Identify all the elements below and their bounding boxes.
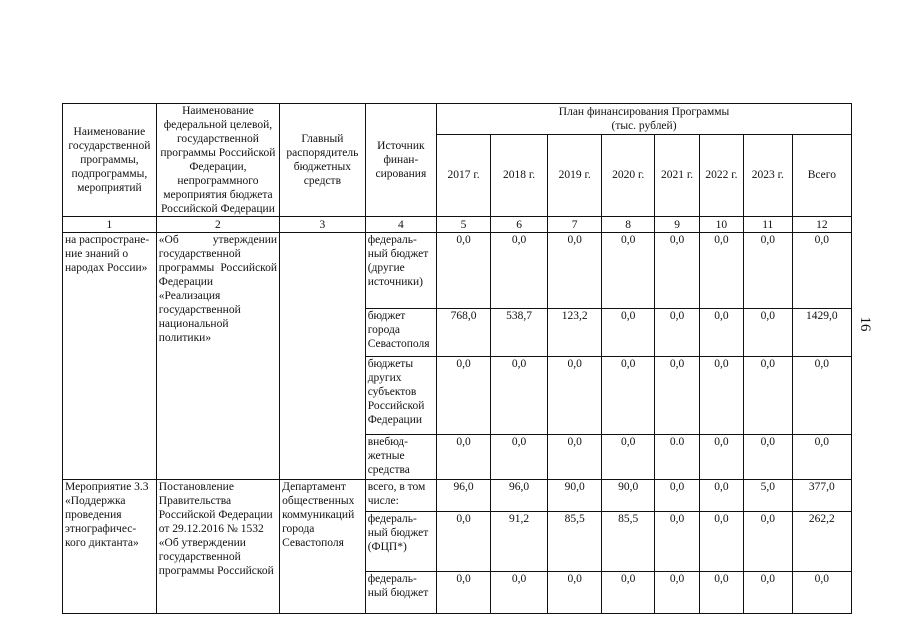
- value-cell: 0,0: [655, 480, 700, 512]
- column-number: 7: [548, 217, 602, 233]
- measure-name: на распростране-ние знаний о народах России»: [63, 233, 157, 480]
- column-number: 1: [63, 217, 157, 233]
- value-cell: 0,0: [437, 233, 491, 309]
- plan-unit: (тыс. рублей): [611, 119, 677, 132]
- value-cell: 0,0: [491, 572, 548, 614]
- header-funding-source: Источник финан-сирования: [365, 104, 436, 217]
- column-number-row: [63, 217, 852, 233]
- year-header: 2023 г.: [743, 134, 792, 216]
- value-cell: 0,0: [700, 480, 744, 512]
- column-number: 4: [365, 217, 436, 233]
- plan-title: План финансирования Программы: [558, 105, 730, 118]
- value-cell: 0,0: [743, 572, 792, 614]
- funding-source: федераль-ный бюджет (ФЦП*): [365, 512, 436, 572]
- table-row: [63, 233, 852, 309]
- year-header: 2021 г.: [655, 134, 700, 216]
- value-cell: 0,0: [602, 435, 655, 480]
- value-cell: 0,0: [655, 233, 700, 309]
- column-number: 11: [743, 217, 792, 233]
- value-cell: 91,2: [491, 512, 548, 572]
- value-cell: 0,0: [602, 233, 655, 309]
- column-number: 9: [655, 217, 700, 233]
- value-cell: 0.0: [655, 435, 700, 480]
- year-header: 2020 г.: [602, 134, 655, 216]
- administrator: Департамент общественных коммуникаций города Севастополя: [280, 480, 366, 614]
- value-cell: 0,0: [700, 233, 744, 309]
- header-program-name: Наименование государственной программы, подпрограммы, мероприятий: [63, 104, 157, 217]
- value-cell: 90,0: [548, 480, 602, 512]
- funding-source: всего, в том числе:: [365, 480, 436, 512]
- value-cell: 0,0: [491, 357, 548, 435]
- value-cell: 0,0: [700, 435, 744, 480]
- value-cell: 0,0: [655, 309, 700, 357]
- value-cell: 0,0: [602, 357, 655, 435]
- federal-program-name: «Об утверждении государственной программы Российской Федерации «Реализация государственной национальной политики»: [156, 233, 279, 480]
- funding-source: федераль-ный бюджет (другие источники): [365, 233, 436, 309]
- value-cell: 90,0: [602, 480, 655, 512]
- funding-source: бюджеты других субъектов Российской Федерации: [365, 357, 436, 435]
- funding-source: внебюд-жетные средства: [365, 435, 436, 480]
- value-cell: 0,0: [602, 309, 655, 357]
- value-cell: 538,7: [491, 309, 548, 357]
- value-cell: 0,0: [491, 435, 548, 480]
- value-cell: 85,5: [602, 512, 655, 572]
- value-cell: 0,0: [548, 572, 602, 614]
- value-cell: 0,0: [743, 512, 792, 572]
- value-cell: 0,0: [655, 572, 700, 614]
- value-cell: 5,0: [743, 480, 792, 512]
- value-cell: 0,0: [548, 233, 602, 309]
- value-cell: 0,0: [792, 233, 851, 309]
- funding-source: бюджет города Севастополя: [365, 309, 436, 357]
- value-cell: 0,0: [792, 572, 851, 614]
- measure-name: Мероприятие 3.3 «Поддержка проведения этнографичес-кого диктанта»: [63, 480, 157, 614]
- value-cell: 0,0: [700, 572, 744, 614]
- value-cell: 768,0: [437, 309, 491, 357]
- value-cell: 0,0: [437, 572, 491, 614]
- total-header: Всего: [792, 134, 851, 216]
- column-number: 12: [792, 217, 851, 233]
- column-number: 2: [156, 217, 279, 233]
- column-number: 10: [700, 217, 744, 233]
- value-cell: 377,0: [792, 480, 851, 512]
- value-cell: 0,0: [437, 512, 491, 572]
- value-cell: 0,0: [655, 357, 700, 435]
- value-cell: 0,0: [437, 435, 491, 480]
- funding-source: федераль-ный бюджет: [365, 572, 436, 614]
- value-cell: 0,0: [700, 357, 744, 435]
- column-number: 5: [437, 217, 491, 233]
- value-cell: 262,2: [792, 512, 851, 572]
- year-header: 2017 г.: [437, 134, 491, 216]
- federal-program-name: Постановление Правительства Российской Федерации от 29.12.2016 № 1532 «Об утверждении государственной программы Российской: [156, 480, 279, 614]
- header-administrator: Главный распорядитель бюджетных средств: [280, 104, 366, 217]
- value-cell: 85,5: [548, 512, 602, 572]
- value-cell: 0,0: [548, 357, 602, 435]
- value-cell: 0,0: [792, 435, 851, 480]
- value-cell: 96,0: [437, 480, 491, 512]
- page-number: 16: [857, 316, 873, 332]
- value-cell: 0,0: [743, 435, 792, 480]
- value-cell: 0,0: [655, 512, 700, 572]
- value-cell: 123,2: [548, 309, 602, 357]
- value-cell: 0,0: [743, 233, 792, 309]
- value-cell: 0,0: [743, 309, 792, 357]
- value-cell: 0,0: [602, 572, 655, 614]
- year-header: 2022 г.: [700, 134, 744, 216]
- value-cell: 0,0: [700, 309, 744, 357]
- year-header: 2018 г.: [491, 134, 548, 216]
- column-number: 8: [602, 217, 655, 233]
- value-cell: 0,0: [792, 357, 851, 435]
- table-row: [63, 480, 852, 512]
- financing-table: [62, 103, 852, 614]
- value-cell: 0,0: [700, 512, 744, 572]
- value-cell: 96,0: [491, 480, 548, 512]
- column-number: 3: [280, 217, 366, 233]
- administrator: [280, 233, 366, 480]
- value-cell: 1429,0: [792, 309, 851, 357]
- column-number: 6: [491, 217, 548, 233]
- value-cell: 0,0: [491, 233, 548, 309]
- header-plan: [437, 104, 852, 135]
- value-cell: 0,0: [437, 357, 491, 435]
- value-cell: 0,0: [548, 435, 602, 480]
- year-header: 2019 г.: [548, 134, 602, 216]
- header-federal-program: Наименование федеральной целевой, государственной программы Российской Федерации, непрограммного мероприятия бюджета Российской Федерации: [156, 104, 279, 217]
- value-cell: 0,0: [743, 357, 792, 435]
